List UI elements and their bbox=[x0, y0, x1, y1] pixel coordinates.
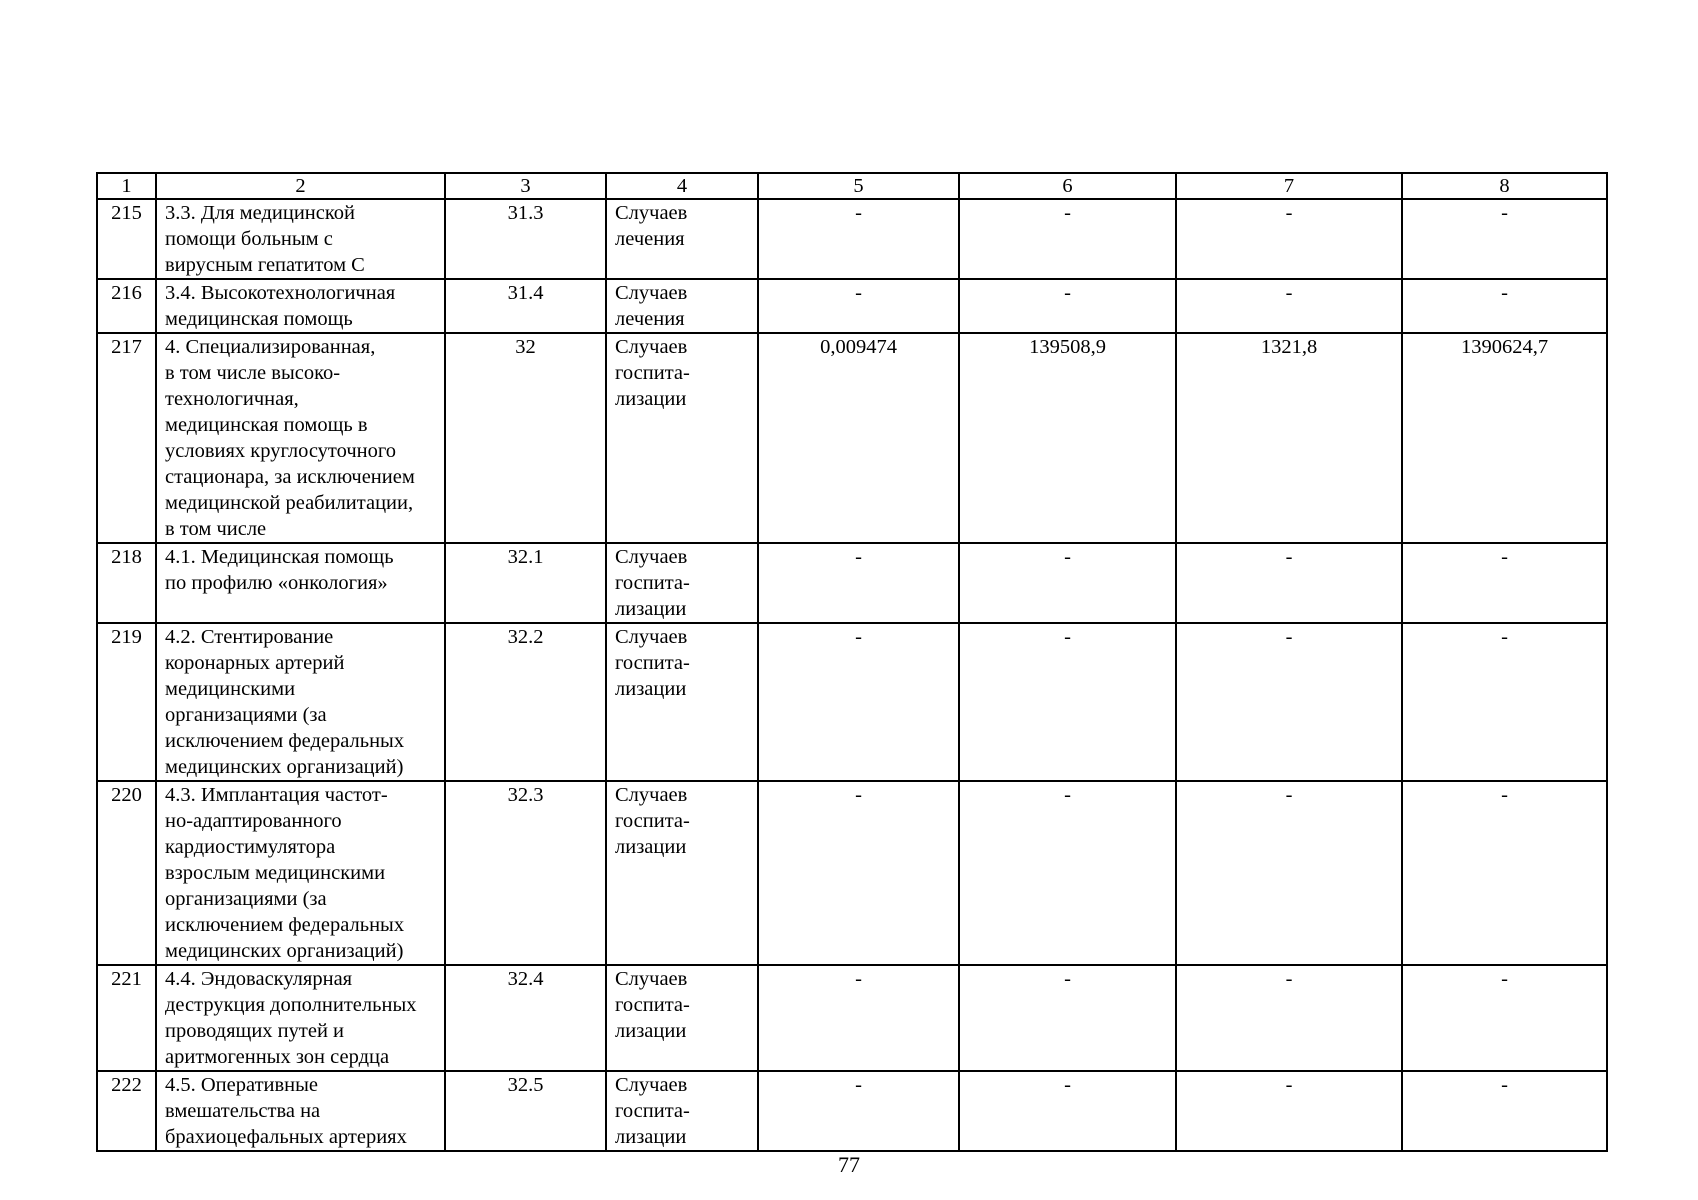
page-number: 77 bbox=[838, 1152, 860, 1177]
row-value-8: - bbox=[1402, 1071, 1607, 1151]
table-row bbox=[97, 333, 1607, 543]
row-value-8: - bbox=[1402, 623, 1607, 781]
row-unit: Случаев госпита- лизации bbox=[606, 623, 758, 781]
row-number: 222 bbox=[97, 1071, 156, 1151]
row-number: 215 bbox=[97, 199, 156, 279]
data-table bbox=[96, 172, 1608, 1152]
column-header-7: 7 bbox=[1176, 173, 1402, 199]
row-name: 4.2. Стентирование коронарных артерий медицинскими организациями (за исключением федеральных медицинских организаций) bbox=[156, 623, 445, 781]
column-header-5: 5 bbox=[758, 173, 959, 199]
row-number: 218 bbox=[97, 543, 156, 623]
table-row bbox=[97, 623, 1607, 781]
row-value-7: - bbox=[1176, 623, 1402, 781]
row-name: 4. Специализированная, в том числе высоко- технологичная, медицинская помощь в условиях круглосуточного стационара, за исключением медицинской реабилитации, в том числе bbox=[156, 333, 445, 543]
column-header-4: 4 bbox=[606, 173, 758, 199]
row-unit: Случаев госпита- лизации bbox=[606, 1071, 758, 1151]
table-row bbox=[97, 279, 1607, 333]
row-name: 3.3. Для медицинской помощи больным с вирусным гепатитом С bbox=[156, 199, 445, 279]
row-value-7: - bbox=[1176, 279, 1402, 333]
row-value-7: 1321,8 bbox=[1176, 333, 1402, 543]
row-value-7: - bbox=[1176, 781, 1402, 965]
row-value-5: - bbox=[758, 965, 959, 1071]
row-value-6: - bbox=[959, 279, 1176, 333]
row-value-7: - bbox=[1176, 1071, 1402, 1151]
column-header-2: 2 bbox=[156, 173, 445, 199]
table-row bbox=[97, 543, 1607, 623]
row-value-5: - bbox=[758, 781, 959, 965]
table-row bbox=[97, 781, 1607, 965]
row-value-8: - bbox=[1402, 199, 1607, 279]
row-name: 3.4. Высокотехнологичная медицинская помощь bbox=[156, 279, 445, 333]
table-row bbox=[97, 1071, 1607, 1151]
row-code: 32.3 bbox=[445, 781, 606, 965]
row-value-5: - bbox=[758, 543, 959, 623]
row-value-6: - bbox=[959, 1071, 1176, 1151]
row-value-5: - bbox=[758, 279, 959, 333]
row-value-8: 1390624,7 bbox=[1402, 333, 1607, 543]
row-unit: Случаев госпита- лизации bbox=[606, 965, 758, 1071]
table-row bbox=[97, 199, 1607, 279]
row-value-8: - bbox=[1402, 543, 1607, 623]
row-value-6: - bbox=[959, 543, 1176, 623]
row-number: 216 bbox=[97, 279, 156, 333]
row-value-6: 139508,9 bbox=[959, 333, 1176, 543]
row-value-6: - bbox=[959, 781, 1176, 965]
row-code: 32.1 bbox=[445, 543, 606, 623]
row-unit: Случаев госпита- лизации bbox=[606, 333, 758, 543]
row-code: 32 bbox=[445, 333, 606, 543]
column-header-3: 3 bbox=[445, 173, 606, 199]
row-code: 31.4 bbox=[445, 279, 606, 333]
row-value-5: - bbox=[758, 199, 959, 279]
row-value-8: - bbox=[1402, 965, 1607, 1071]
table-row bbox=[97, 965, 1607, 1071]
row-number: 217 bbox=[97, 333, 156, 543]
column-header-6: 6 bbox=[959, 173, 1176, 199]
row-value-5: 0,009474 bbox=[758, 333, 959, 543]
column-header-1: 1 bbox=[97, 173, 156, 199]
row-unit: Случаев госпита- лизации bbox=[606, 781, 758, 965]
row-code: 32.4 bbox=[445, 965, 606, 1071]
column-header-8: 8 bbox=[1402, 173, 1607, 199]
row-code: 32.5 bbox=[445, 1071, 606, 1151]
row-value-7: - bbox=[1176, 199, 1402, 279]
row-name: 4.5. Оперативные вмешательства на брахиоцефальных артериях bbox=[156, 1071, 445, 1151]
row-unit: Случаев лечения bbox=[606, 279, 758, 333]
row-unit: Случаев госпита- лизации bbox=[606, 543, 758, 623]
table-header-row bbox=[97, 173, 1607, 199]
row-value-5: - bbox=[758, 1071, 959, 1151]
row-value-6: - bbox=[959, 623, 1176, 781]
row-value-8: - bbox=[1402, 279, 1607, 333]
row-value-6: - bbox=[959, 965, 1176, 1071]
row-name: 4.3. Имплантация частот- но-адаптированного кардиостимулятора взрослым медицинскими организациями (за исключением федеральных медицинских организаций) bbox=[156, 781, 445, 965]
row-name: 4.4. Эндоваскулярная деструкция дополнительных проводящих путей и аритмогенных зон сердца bbox=[156, 965, 445, 1071]
row-value-5: - bbox=[758, 623, 959, 781]
row-value-7: - bbox=[1176, 543, 1402, 623]
row-code: 31.3 bbox=[445, 199, 606, 279]
row-number: 220 bbox=[97, 781, 156, 965]
row-unit: Случаев лечения bbox=[606, 199, 758, 279]
row-name: 4.1. Медицинская помощь по профилю «онкология» bbox=[156, 543, 445, 623]
row-value-7: - bbox=[1176, 965, 1402, 1071]
row-code: 32.2 bbox=[445, 623, 606, 781]
row-value-6: - bbox=[959, 199, 1176, 279]
row-number: 219 bbox=[97, 623, 156, 781]
row-number: 221 bbox=[97, 965, 156, 1071]
row-value-8: - bbox=[1402, 781, 1607, 965]
